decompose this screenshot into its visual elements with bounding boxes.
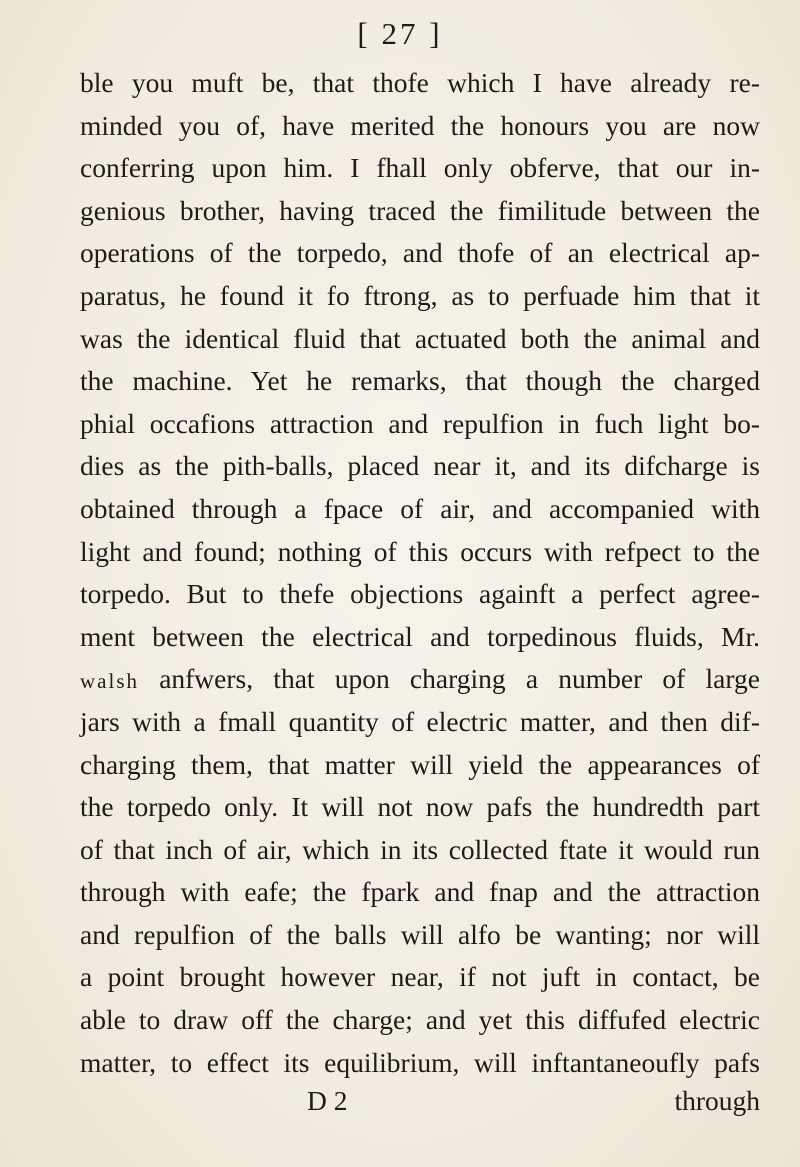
text-line: and repulfion of the balls will alfo be wanting; nor will <box>80 918 760 950</box>
page-number-header: [ 27 ] <box>357 16 443 51</box>
text-line: genious brother, having traced the fimilitude between the <box>80 194 760 226</box>
text-line: phial occafions attraction and repulfion in fuch light bo- <box>80 407 760 439</box>
text-line: torpedo. But to thefe objections againft a perfect agree- <box>80 578 760 610</box>
text-line: matter, to effect its equilibrium, will inftantaneoufly pafs <box>80 1046 760 1078</box>
text-line: paratus, he found it fo ftrong, as to perfuade him that it <box>80 279 760 311</box>
text-line: conferring upon him. I fhall only obferve, that our in- <box>80 152 760 184</box>
text-line: of that inch of air, which in its collected ftate it would run <box>80 833 760 865</box>
surname-small-caps: walsh <box>80 669 139 694</box>
body-text <box>80 62 760 1084</box>
text-line: able to draw off the charge; and yet this diffufed electric <box>80 1004 760 1036</box>
signature-mark: D 2 <box>307 1085 348 1116</box>
text-line-with-name <box>80 658 760 701</box>
text-line: obtained through a fpace of air, and accompanied with <box>80 492 760 524</box>
text-line-remainder: anfwers, that upon charging a number of large <box>139 663 760 695</box>
page-footer <box>80 1080 760 1122</box>
text-line: minded you of, have merited the honours you are now <box>80 109 760 141</box>
text-line: the torpedo only. It will not now pafs the hundredth part <box>80 791 760 823</box>
text-line: dies as the pith-balls, placed near it, and its difcharge is <box>80 450 760 482</box>
text-line: charging them, that matter will yield the appearances of <box>80 748 760 780</box>
text-line: jars with a fmall quantity of electric matter, and then dif- <box>80 705 760 737</box>
text-line: ble you muft be, that thofe which I have already re- <box>80 67 760 98</box>
text-line: ment between the electrical and torpedinous fluids, Mr. <box>80 620 760 652</box>
catchword: through <box>674 1085 760 1116</box>
text-line: through with eafe; the fpark and fnap and the attraction <box>80 876 760 908</box>
text-line: the machine. Yet he remarks, that though the charged <box>80 365 760 397</box>
text-line: a point brought however near, if not juft in contact, be <box>80 961 760 993</box>
text-line: light and found; nothing of this occurs with refpect to the <box>80 535 760 567</box>
text-line: operations of the torpedo, and thofe of an electrical ap- <box>80 237 760 269</box>
text-line: was the identical fluid that actuated both the animal and <box>80 322 760 354</box>
